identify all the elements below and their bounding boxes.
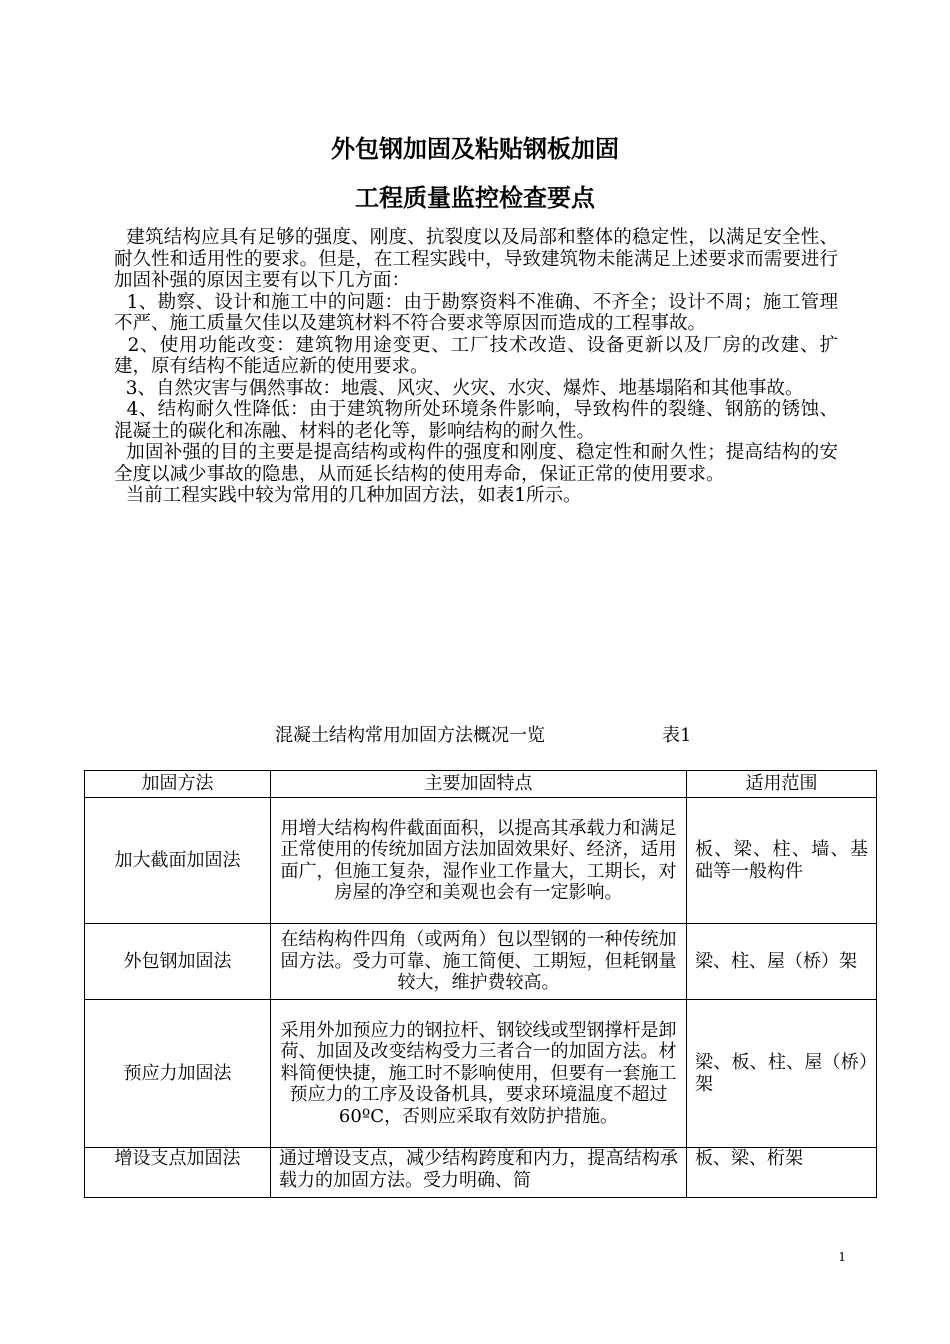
method-cell: 外包钢加固法 [85,924,271,1000]
table-caption [0,723,950,749]
table-row [85,798,877,924]
paragraph-reason-2: 2、使用功能改变：建筑物用途变更、工厂技术改造、设备更新以及厂房的改建、扩建，原有结构不能适应新的使用要求。 [114,334,838,377]
feature-cell: 用增大结构构件截面面积，以提高其承载力和满足正常使用的传统加固方法加固效果好、经济，适用面广，但施工复杂，湿作业工作量大，工期长，对房屋的净空和美观也会有一定影响。 [271,798,687,924]
feature-cell: 通过增设支点，减少结构跨度和内力，提高结构承载力的加固方法。受力明确、简 [271,1148,687,1198]
table-row [85,924,877,1000]
reinforcement-methods-table [84,770,877,1198]
method-cell: 预应力加固法 [85,1000,271,1148]
paragraph-purpose: 加固补强的目的主要是提高结构或构件的强度和刚度、稳定性和耐久性；提高结构的安全度以减少事故的隐患，从而延长结构的使用寿命，保证正常的使用要求。 [114,442,838,485]
feature-cell: 在结构构件四角（或两角）包以型钢的一种传统加固方法。受力可靠、施工简便、工期短，但耗钢量较大，维护费较高。 [271,924,687,1000]
scope-cell: 梁、板、柱、屋（桥）架 [687,1000,877,1148]
method-cell: 增设支点加固法 [85,1148,271,1198]
paragraph-reason-4: 4、结构耐久性降低：由于建筑物所处环境条件影响，导致构件的裂缝、钢筋的锈蚀、混凝土的碳化和冻融、材料的老化等，影响结构的耐久性。 [114,399,839,442]
table-row [85,1000,877,1148]
table-caption-title: 混凝土结构常用加固方法概况一览 [275,725,545,746]
header-method: 加固方法 [85,771,271,798]
header-feature: 主要加固特点 [271,771,687,798]
table-header-row [85,771,877,798]
method-cell: 加大截面加固法 [85,798,271,924]
document-title-line2: 工程质量监控检查要点 [355,184,595,212]
feature-cell: 采用外加预应力的钢拉杆、钢铰线或型钢撑杆是卸荷、加固及改变结构受力三者合一的加固方法。材料简便快捷，施工时不影响使用，但要有一套施工预应力的工序及设备机具，要求环境温度不超过60ºC，否则应采取有效防护措施。 [271,1000,687,1148]
table-number: 表1 [662,725,692,746]
table-row [85,1148,877,1198]
scope-cell: 板、梁、桁架 [687,1148,877,1198]
paragraph-reason-3: 3、自然灾害与偶然事故：地震、风灾、火灾、水灾、爆炸、地基塌陷和其他事故。 [114,377,804,399]
scope-cell: 梁、柱、屋（桥）架 [687,924,877,1000]
page-number: 1 [838,1250,846,1264]
scope-cell: 板、梁、柱、墙、基础等一般构件 [687,798,877,924]
paragraph-table-intro: 当前工程实践中较为常用的几种加固方法，如表1所示。 [114,485,582,506]
header-scope: 适用范围 [687,771,877,798]
paragraph-intro: 建筑结构应具有足够的强度、刚度、抗裂度以及局部和整体的稳定性，以满足安全性、耐久性和适用性的要求。但是，在工程实践中，导致建筑物未能满足上述要求而需要进行加固补强的原因主要有以下几方面： [114,227,838,291]
body-text [114,227,838,507]
paragraph-reason-1: 1、勘察、设计和施工中的问题：由于勘察资料不准确、不齐全；设计不周；施工管理不严、施工质量欠佳以及建筑材料不符合要求等原因而造成的工程事故。 [114,291,839,334]
document-title-line1: 外包钢加固及粘贴钢板加固 [331,135,619,163]
